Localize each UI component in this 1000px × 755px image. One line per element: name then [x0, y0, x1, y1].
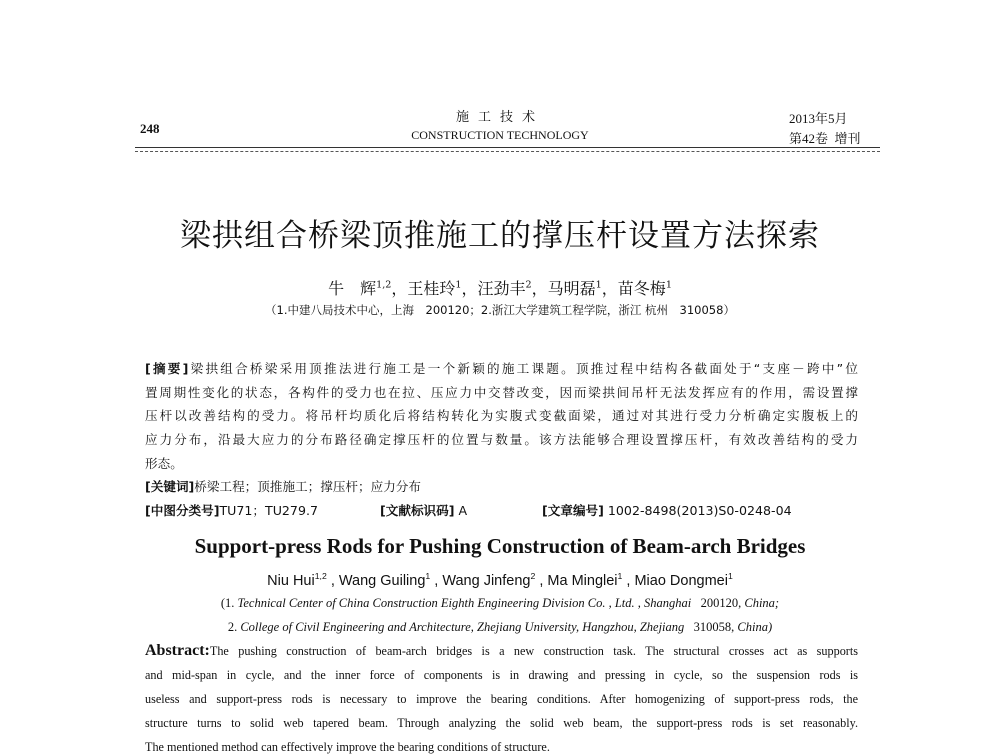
issue-date: 2013年5月 — [789, 111, 848, 126]
author: 汪劲丰 — [477, 279, 526, 298]
author: 王桂玲 — [407, 279, 456, 298]
classification — [145, 500, 318, 519]
abstract-text: 梁拱组合桥梁采用顶推法进行施工是一个新颖的施工课题。顶推过程中结构各截面处于“支座－跨中”位 — [188, 361, 858, 376]
author-affil-sup: 1 — [455, 279, 462, 291]
author: Niu Hui — [267, 572, 315, 589]
author-affil-sup: 1 — [617, 571, 623, 581]
document-code-label: [文献标识码] — [380, 503, 455, 518]
affiliations-cn: （1.中建八局技术中心，上海 200120；2.浙江大学建筑工程学院，浙江 杭州 310058） — [265, 303, 735, 317]
article-number-value: 1002-8498(2013)S0-0248-04 — [607, 503, 792, 518]
affiliation-text: College of Civil Engineering and Architecture, Zhejiang University, Hangzhou, Zhejiang — [240, 620, 685, 634]
affiliation-en — [0, 596, 1000, 611]
abstract-line — [145, 358, 858, 377]
author-list-en: Niu Hui$^{1,2}$ , Wang Guiling$^1$ , Wang Jinfeng$^2$ , Ma Minglei$^1$ , Miao Dongmei$^1$ — [267, 571, 733, 589]
abstract-line: 应力分布，沿最大应力的分布路径确定撑压杆的位置与数量。该方法能够合理设置撑压杆，有效改善结构的受力 — [145, 432, 858, 447]
keywords-label: [关键词] — [145, 479, 195, 494]
country: China) — [737, 620, 773, 634]
abstract-text: The pushing construction of beam-arch bridges is a new construction task. The structural crosses act as supports — [209, 644, 858, 658]
paper-title-cn: 梁拱组合桥梁顶推施工的撑压杆设置方法探索 — [180, 218, 820, 254]
paper-title-en: Support-press Rods for Pushing Construction of Beam-arch Bridges — [194, 534, 806, 558]
affiliation-prefix: 2. — [227, 620, 241, 634]
abstract-line: and mid-span in cycle, and the inner force of components is in drawing and pressing in cycle, so the suspension rods is — [145, 668, 858, 682]
article-number — [542, 500, 792, 519]
postal-code: 310058, — [693, 620, 735, 634]
article-number-label: [文章编号] — [542, 503, 604, 518]
keywords — [145, 476, 421, 495]
author: 马明磊 — [547, 279, 596, 298]
abstract-line: useless and support-press rods is necessary to improve the bearing conditions. After homogenizing of support-press rods, the — [145, 692, 858, 706]
header-rule-dashed — [135, 151, 880, 152]
author: Wang Guiling — [338, 572, 426, 589]
author: Miao Dongmei — [634, 572, 728, 589]
author: Ma Minglei — [547, 572, 618, 589]
author: 苗冬梅 — [617, 279, 666, 298]
author-affil-sup: 2 — [530, 571, 536, 581]
affiliation-text: Technical Center of China Construction Eighth Engineering Division Co. , Ltd. , Shanghai — [237, 596, 692, 610]
issue-volume: 第42卷 增刊 — [789, 131, 861, 146]
abstract-label: Abstract: — [145, 642, 210, 659]
page-number: 248 — [140, 121, 160, 136]
affiliation-en — [0, 620, 1000, 635]
abstract-line: 置周期性变化的状态，各构件的受力也在拉、压应力中交替改变，因而梁拱间吊杆无法发挥应有的作用，需设置撑 — [145, 385, 858, 400]
author-affil-sup: 1 — [425, 571, 431, 581]
abstract-line: 形态。 — [145, 456, 183, 471]
abstract-line: The mentioned method can effectively improve the bearing conditions of structure. — [145, 740, 550, 754]
abstract-label: [摘要] — [145, 361, 189, 376]
abstract-line — [145, 642, 858, 660]
author-list-cn: 牛 辉$^{1,2}$，王桂玲$^1$，汪劲丰$^2$，马明磊$^1$，苗冬梅$^1$ — [328, 279, 672, 298]
document-code — [380, 500, 467, 519]
journal-name-cn: 施工技术 — [455, 110, 544, 125]
author-affil-sup: 1,2 — [376, 279, 392, 291]
author-affil-sup: 1 — [727, 571, 733, 581]
author: Wang Jinfeng — [442, 572, 531, 589]
keywords-value: 桥梁工程；顶推施工；撑压杆；应力分布 — [194, 479, 421, 494]
postal-code: 200120, — [700, 596, 742, 610]
author-affil-sup: 1,2 — [314, 571, 327, 581]
author-affil-sup: 2 — [525, 279, 532, 291]
abstract-line: structure turns to solid web tapered beam. Through analyzing the solid web beam, the support-press rods is set reasonably. — [145, 716, 858, 730]
affiliation-prefix: (1. — [220, 596, 238, 610]
header-rule — [135, 147, 880, 148]
author-affil-sup: 1 — [665, 279, 672, 291]
classification-label: [中图分类号] — [145, 503, 220, 518]
document-code-value: A — [458, 503, 468, 518]
classification-value: TU71；TU279.7 — [219, 503, 318, 518]
author: 牛 辉 — [328, 279, 377, 298]
abstract-line: 压杆以改善结构的受力。将吊杆均质化后将结构转化为实腹式变截面梁，通过对其进行受力分析确定实腹板上的 — [145, 408, 858, 423]
author-affil-sup: 1 — [595, 279, 602, 291]
journal-name-en: CONSTRUCTION TECHNOLOGY — [411, 128, 589, 142]
country: China; — [744, 596, 780, 610]
